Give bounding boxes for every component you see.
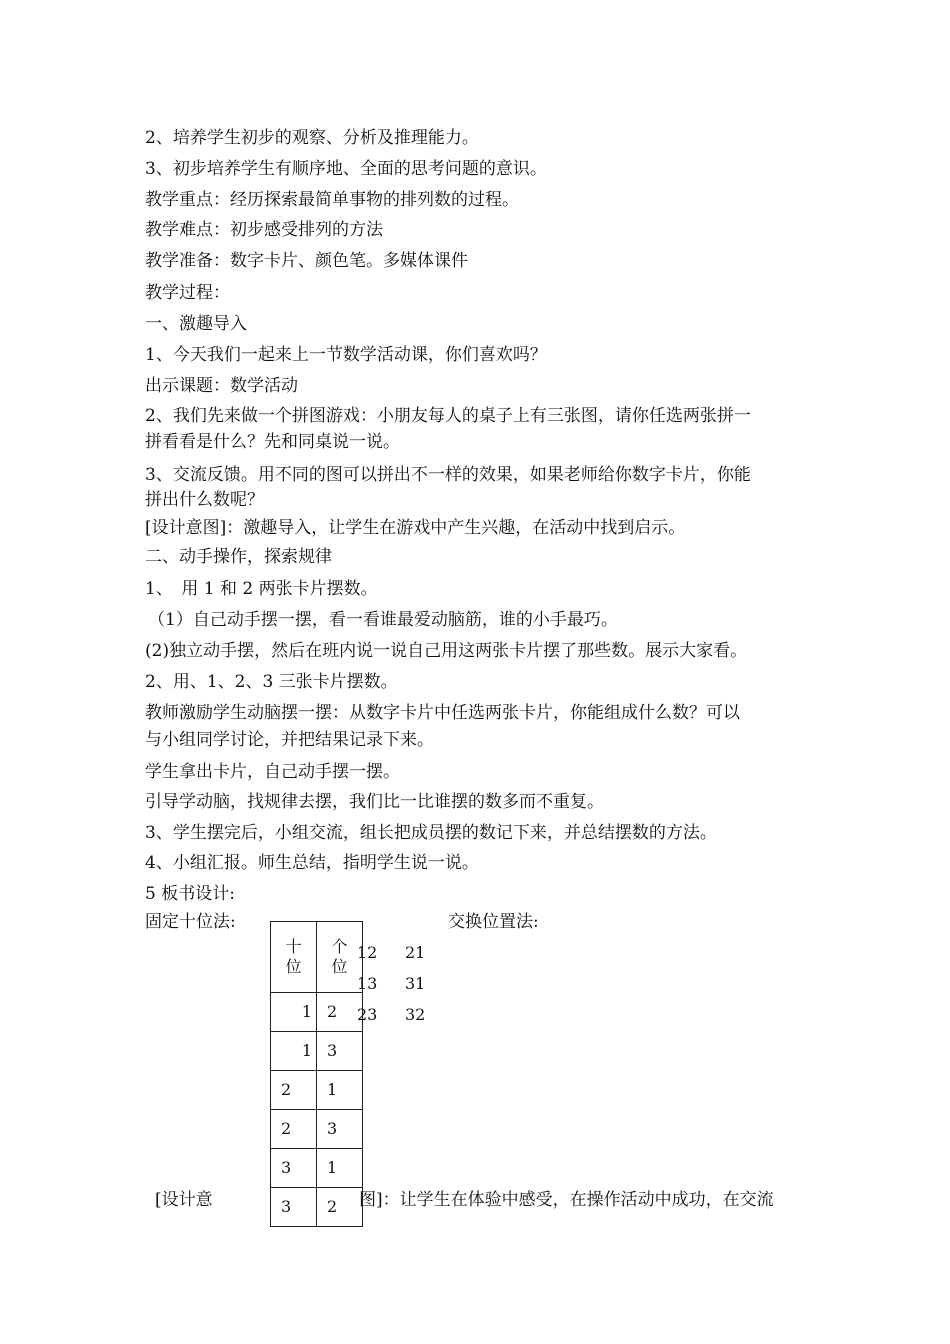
pair-original: 13: [357, 974, 378, 993]
ones-cell: 2: [317, 993, 363, 1032]
text-line: 二、动手操作，探索规律: [145, 547, 332, 567]
tens-cell: 2: [271, 1110, 317, 1149]
text-line: 4、小组汇报。师生总结，指明学生说一说。: [145, 853, 479, 873]
text-line: 教学重点：经历探索最简单事物的排列数的过程。: [145, 190, 519, 210]
tens-cell: 1: [271, 1032, 317, 1071]
text-line: 1、 用 1 和 2 两张卡片摆数。: [145, 579, 378, 599]
text-line: 出示课题：数学活动: [145, 376, 298, 396]
design-intent-continued: 图]：让学生在体验中感受，在操作活动中成功，在交流: [359, 1190, 774, 1210]
text-line: 拼出什么数呢？: [145, 490, 264, 510]
text-line: (2)独立动手摆，然后在班内说一说自己用这两张卡片摆了那些数。展示大家看。: [145, 641, 748, 661]
ones-header: [317, 922, 363, 993]
tens-header-text: 十 位: [285, 937, 302, 976]
text-line: 与小组同学讨论，并把结果记录下来。: [145, 730, 434, 750]
pair-swapped: 32: [405, 1005, 426, 1024]
table-header-row: [271, 922, 363, 993]
table-row: [271, 1188, 363, 1227]
text-line: 5 板书设计:: [145, 884, 235, 904]
text-line: 3、学生摆完后，小组交流，组长把成员摆的数记下来，并总结摆数的方法。: [145, 823, 717, 843]
swap-position-label: 交换位置法:: [448, 912, 539, 932]
tens-cell: 3: [271, 1188, 317, 1227]
place-value-table: [270, 921, 363, 1227]
table-row: [271, 993, 363, 1032]
pair-original: 23: [357, 1005, 378, 1024]
ones-cell: 1: [317, 1071, 363, 1110]
text-line: 教学准备：数字卡片、颜色笔。多媒体课件: [145, 251, 468, 271]
pair-swapped: 31: [405, 974, 426, 993]
ones-cell: 2: [317, 1188, 363, 1227]
pair-swapped: 21: [405, 943, 426, 962]
ones-cell: 1: [317, 1149, 363, 1188]
text-line: 2、用、1、2、3 三张卡片摆数。: [145, 672, 398, 692]
text-line: 3、初步培养学生有顺序地、全面的思考问题的意识。: [145, 159, 547, 179]
ones-cell: 3: [317, 1032, 363, 1071]
ones-header-text: 个 位: [331, 937, 348, 976]
pair-original: 12: [357, 943, 378, 962]
text-line: 学生拿出卡片，自己动手摆一摆。: [145, 762, 400, 782]
text-line: 教师激励学生动脑摆一摆：从数字卡片中任选两张卡片，你能组成什么数？可以: [145, 703, 740, 723]
tens-cell: 1: [271, 993, 317, 1032]
text-line: 3、交流反馈。用不同的图可以拼出不一样的效果，如果老师给你数字卡片，你能: [145, 465, 751, 485]
text-line: 1、今天我们一起来上一节数学活动课，你们喜欢吗？: [145, 345, 547, 365]
text-line: 引导学动脑，找规律去摆，我们比一比谁摆的数多而不重复。: [145, 792, 604, 812]
table-row: [271, 1110, 363, 1149]
table-row: [271, 1071, 363, 1110]
text-line: 2、培养学生初步的观察、分析及推理能力。: [145, 128, 479, 148]
text-line: （1）自己动手摆一摆，看一看谁最爱动脑筋，谁的小手最巧。: [148, 610, 618, 630]
table-row: [271, 1149, 363, 1188]
text-line: 教学过程：: [145, 283, 230, 303]
text-line: 一、激趣导入: [145, 314, 247, 334]
fixed-tens-label: 固定十位法:: [145, 912, 236, 932]
ones-cell: 3: [317, 1110, 363, 1149]
tens-header: [271, 922, 317, 993]
text-line: [设计意图]：激趣导入，让学生在游戏中产生兴趣，在活动中找到启示。: [145, 518, 686, 538]
text-line: 2、我们先来做一个拼图游戏：小朋友每人的桌子上有三张图，请你任选两张拼一: [145, 406, 751, 426]
design-intent-start: [设计意: [155, 1190, 213, 1210]
text-line: 拼看看是什么？先和同桌说一说。: [145, 432, 400, 452]
tens-cell: 3: [271, 1149, 317, 1188]
tens-cell: 2: [271, 1071, 317, 1110]
table-row: [271, 1032, 363, 1071]
text-line: 教学难点：初步感受排列的方法: [145, 220, 383, 240]
